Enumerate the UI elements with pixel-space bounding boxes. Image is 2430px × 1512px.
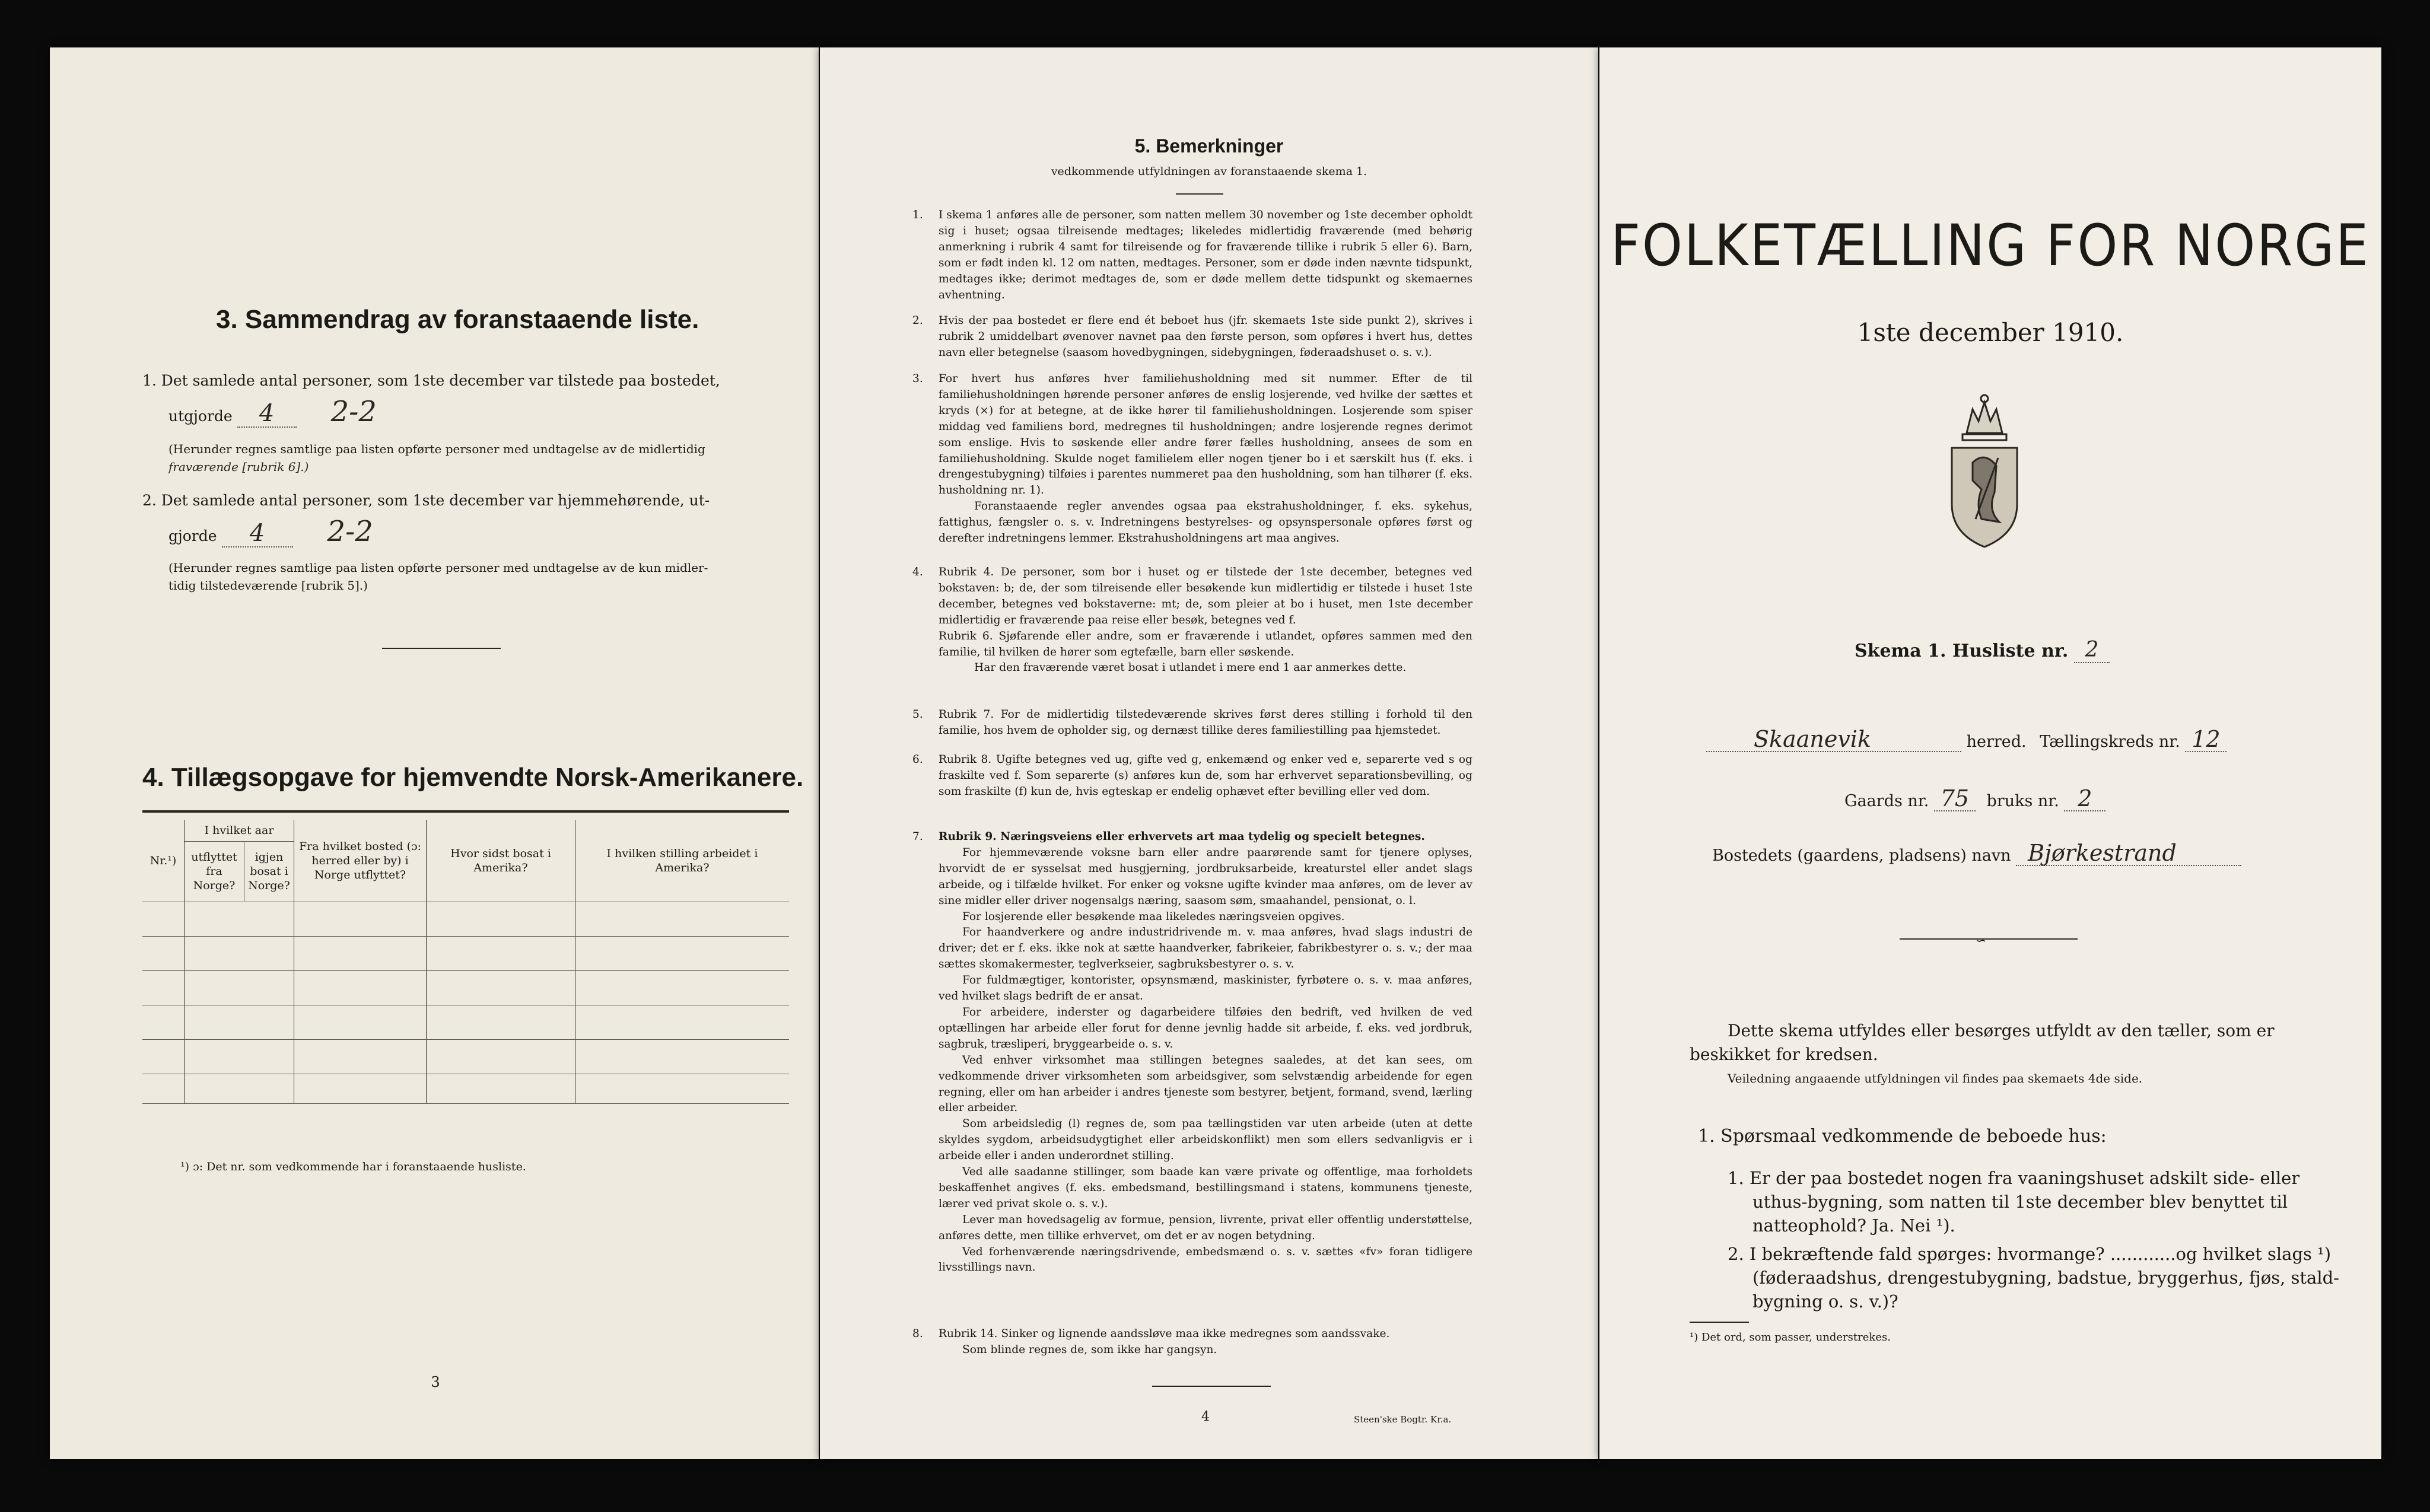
table-row bbox=[142, 936, 789, 970]
col-igjen: igjen bosat i Norge? bbox=[248, 851, 290, 893]
form-title: FOLKETÆLLING FOR NORGE bbox=[1611, 212, 2370, 279]
remark-3: 3. For hvert hus anføres hver familiehusholdning med sit nummer. Efter de til familiehusholdningen hørende personer anføres de enslig losjerende, ved hvilke der sættes et kryds (×) for at betegne, at de ikke hører til familiehusholdningen. Losjerende som spiser middag ved familiens bord, medregnes til husholdningen; andre losjerende regnes derimot som enslige. Hvis to søskende eller andre fører fælles husholdning, ansees de som en familiehusholdning. Skulde noget familielem eller nogen tjener bo i et særskilt hus (f. eks. i drengestubygning) tilføies i parentes nummeret paa den husholdning, som han tilhører (f. eks. husholdning nr. 1). Foranstaaende regler anvendes ogsaa paa ekstrahusholdninger, f. eks. sykehus, fattighus, fængsler o. s. v. Indretningens bestyrelses- og opsynspersonale opføres først og derefter indretningens lemmer. Ekstrahusholdningens art maa angives. bbox=[912, 373, 1472, 545]
husliste-nr: 2 bbox=[2074, 638, 2110, 663]
table-row bbox=[142, 1074, 789, 1103]
section-4-title: 4. Tillægsopgave for hjemvendte Norsk-Amerikanere. bbox=[142, 763, 804, 792]
questions-heading: 1. Spørsmaal vedkommende de beboede hus: bbox=[1698, 1126, 2107, 1147]
remark-8: 8. Rubrik 14. Sinker og lignende aandssløve maa ikke medregnes som aandssvake. Som blinde regnes de, som ikke har gangsyn. bbox=[912, 1328, 1390, 1356]
ornament-icon: ∽ bbox=[1976, 934, 1987, 948]
kreds-nr: 12 bbox=[2185, 727, 2227, 752]
page-3 bbox=[50, 47, 819, 1459]
col-group-header: I hvilket aar bbox=[185, 820, 294, 842]
item2-text: 2. Det samlede antal personer, som 1ste december var hjemmehørende, ut- bbox=[142, 492, 710, 509]
norsk-amerikanere-table bbox=[142, 820, 789, 1104]
item2-fill bbox=[168, 515, 373, 549]
remark-4: 4. Rubrik 4. De personer, som bor i huset og er tilstede der 1ste december, betegnes ved bokstaven: b; de, der som tilreisende eller besøkende kun midlertidig er tilstede i huset 1ste december, betegnes ved bokstaverne: mt; de, som pleier at bo i huset, men 1ste december midlertidig er fraværende paa reise eller besøk, betegnes ved f. Rubrik 6. Sjøfarende eller andre, som er fraværende i utlandet, opføres sammen med den familie, til hvilken de hører som egtefælle, barn eller søskende. Har den fraværende været bosat i utlandet i mere end 1 aar anmerkes dette. bbox=[912, 566, 1472, 674]
page-4 bbox=[820, 47, 1598, 1459]
table-row bbox=[142, 1039, 789, 1074]
footnote: ¹) Det ord, som passer, understrekes. bbox=[1690, 1331, 1891, 1344]
item1-text: 1. Det samlede antal personer, som 1ste december var tilstede paa bostedet, bbox=[142, 372, 720, 389]
page-number: 3 bbox=[431, 1374, 440, 1390]
item1-extra: 2-2 bbox=[330, 395, 377, 428]
remarks-subtitle: vedkommende utfyldningen av foranstaaende skema 1. bbox=[1051, 165, 1367, 178]
remarks-title: 5. Bemerkninger bbox=[1134, 135, 1284, 157]
instruction-2: beskikket for kredsen. bbox=[1690, 1045, 1878, 1064]
end-rule bbox=[1152, 1386, 1271, 1387]
footnote: ¹) ɔ: Det nr. som vedkommende har i foranstaaende husliste. bbox=[180, 1160, 526, 1173]
item1-count: 4 bbox=[237, 400, 297, 428]
title-rule bbox=[1176, 193, 1223, 195]
kreds-label: Tællingskreds nr. bbox=[2040, 733, 2180, 751]
gaards-line bbox=[1844, 787, 2105, 813]
bruks-label: bruks nr. bbox=[1986, 792, 2059, 810]
table-top-rule bbox=[142, 810, 789, 813]
item1-prefix: utgjorde bbox=[168, 408, 233, 425]
section-3-title: 3. Sammendrag av foranstaaende liste. bbox=[216, 305, 699, 334]
printer-mark: Steen'ske Bogtr. Kr.a. bbox=[1354, 1414, 1452, 1425]
form-date: 1ste december 1910. bbox=[1857, 318, 2124, 347]
remark-6: 6. Rubrik 8. Ugifte betegnes ved ug, gifte ved g, enkemænd og enker ved e, separerte ved s og fraskilte ved f. Som separerte (s) anføres kun de, som har erhvervet separationsbevilling, og som fraskilte (f) kun de, hvis egteskap er endelig ophævet efter bevilling eller ved dom. bbox=[912, 753, 1472, 798]
question-2c: bygning o. s. v.)? bbox=[1752, 1291, 1898, 1312]
question-1c: natteophold? Ja. Nei ¹). bbox=[1752, 1215, 1955, 1236]
item2-note-2: tidig tilstedeværende [rubrik 5].) bbox=[168, 578, 368, 593]
page-number: 4 bbox=[1201, 1409, 1210, 1424]
col-nr: Nr.¹) bbox=[142, 820, 185, 902]
bosted-line bbox=[1712, 841, 2241, 868]
col-stilling: I hvilken stilling arbeidet i Amerika? bbox=[575, 820, 790, 902]
gaards-label: Gaards nr. bbox=[1844, 792, 1929, 810]
item1-note-2: fraværende [rubrik 6].) bbox=[168, 460, 309, 474]
col-utflyttet: utflyttet fra Norge? bbox=[185, 842, 244, 901]
skema-line bbox=[1855, 638, 2110, 663]
herred-value: Skaanevik bbox=[1706, 727, 1961, 752]
item2-count: 4 bbox=[222, 520, 293, 547]
item1-fill bbox=[168, 395, 377, 429]
instruction-1: Dette skema utfyldes eller besørges utfyldt av den tæller, som er bbox=[1728, 1021, 2275, 1040]
question-1a: 1. Er der paa bostedet nogen fra vaaningshuset adskilt side- eller bbox=[1728, 1168, 2300, 1188]
table-row bbox=[142, 1005, 789, 1039]
col-group bbox=[185, 820, 294, 902]
table-row bbox=[142, 970, 789, 1005]
item2-prefix: gjorde bbox=[168, 527, 217, 545]
table-row bbox=[142, 902, 789, 936]
divider bbox=[1900, 938, 2078, 940]
remark-2: 2. Hvis der paa bostedet er flere end ét beboet hus (jfr. skemaets 1ste side punkt 2), skrives i rubrik 2 umiddelbart øvenover navnet paa den første person, som opføres i hvert hus, dettes navn eller betegnelse (saasom hovedbygningen, sidebygningen, føderaadshuset o. s. v.). bbox=[912, 314, 1472, 359]
coat-of-arms-icon bbox=[1940, 391, 2029, 552]
remark-7: 7. Rubrik 9. Næringsveiens eller erhvervets art maa tydelig og specielt betegnes. For hjemmeværende voksne barn eller andre paarørende samt for tjenere oplyses, hvorvidt de er sysselsat med husgjerning, jordbruksarbeide, kreaturstel eller andet slags arbeide, og i tilfælde hvilket. For enker og voksne ugifte kvinder maa anføres, om de lever av sine midler eller driver nogensalgs næring, saasom søm, smaahandel, pensionat, o. l. For losjerende eller besøkende maa likeledes næringsveien opgives. For haandverkere og andre industridrivende m. v. maa anføres, hvad slags industri de driver; det er f. eks. ikke nok at sætte haandverker, fabrikeier, fabrikbestyrer o. s. v.; der maa sættes skomakermester, teglverkseier, sagbruksbestyrer o. s. v. For fuldmægtiger, kontorister, opsynsmænd, maskinister, fyrbøtere o. s. v. maa anføres, ved hvilket slags bedrift de er ansat. For arbeidere, inderster og dagarbeidere tilføies den bedrift, ved hvilken de ved optællingen har arbeide eller forut for denne jevnlig hadde sit arbeide, f. eks. ved jordbruk, sagbruk, træsliperi, bryggearbeide o. s. v. Ved enhver virksomhet maa stillingen betegnes saaledes, at det kan sees, om vedkommende driver virksomheten som arbeidsgiver, som selvstændig arbeidende for egen regning, eller om han arbeider i andres tjeneste som bestyrer, betjent, formand, svend, lærling eller arbeider. Som arbeidsledig (l) regnes de, som paa tællingstiden var uten arbeide (uten at dette skyldes sygdom, arbeidsudygtighet eller arbeidskonflikt) men som ellers sedvanligvis er i arbeide eller i anden underordnet stilling. Ved alle saadanne stillinger, som baade kan være private og offentlige, maa forholdets beskaffenhet angives (f. eks. embedsmand, bestillingsmand i statens, kommunens tjeneste, lærer ved privat skole o. s. v.). Lever man hovedsagelig av formue, pension, livrente, privat eller offentlig understøttelse, anføres dette, men tillike erhvervet, om det er av nogen betydning. Ved forhenværende næringsdrivende, embedsmænd o. s. v. sættes «fv» foran tidligere livsstillings navn. bbox=[912, 830, 1472, 1274]
col-hvor: Hvor sidst bosat i Amerika? bbox=[427, 820, 575, 902]
item1-note-1: (Herunder regnes samtlige paa listen opførte personer med undtagelse av de midlertidig bbox=[168, 442, 705, 456]
gaards-nr: 75 bbox=[1934, 787, 1976, 811]
question-2b: (føderaadshus, drengestubygning, badstue, bryggerhus, fjøs, stald- bbox=[1752, 1268, 2339, 1288]
skema-label: Skema 1. Husliste nr. bbox=[1855, 641, 2069, 661]
footnote-rule bbox=[1690, 1322, 1749, 1323]
remark-5: 5. Rubrik 7. For de midlertidig tilstedeværende skrives først deres stilling i forhold til den familie, hos hvem de opholder sig, og dernæst tillike deres familiestilling paa hjemstedet. bbox=[912, 708, 1472, 737]
bosted-value: Bjørkestrand bbox=[2016, 841, 2241, 866]
page-1 bbox=[1599, 47, 2381, 1459]
divider bbox=[382, 648, 501, 649]
item2-note-1: (Herunder regnes samtlige paa listen opførte personer med undtagelse av de kun midler- bbox=[168, 561, 708, 575]
instruction-3: Veiledning angaaende utfyldningen vil findes paa skemaets 4de side. bbox=[1728, 1071, 2143, 1086]
item2-extra: 2-2 bbox=[327, 515, 373, 548]
herred-label: herred. bbox=[1966, 733, 2027, 751]
bruks-nr: 2 bbox=[2064, 787, 2105, 811]
col-fra: Fra hvilket bosted (ɔ: herred eller by) i Norge utflyttet? bbox=[294, 820, 427, 902]
question-1b: uthus-bygning, som natten til 1ste december blev benyttet til bbox=[1752, 1192, 2288, 1212]
question-2a: 2. I bekræftende fald spørges: hvormange? ............og hvilket slags ¹) bbox=[1728, 1244, 2332, 1264]
herred-line bbox=[1706, 727, 2227, 754]
remark-1: 1. I skema 1 anføres alle de personer, som natten mellem 30 november og 1ste december opholdt sig i huset; ogsaa tilreisende medtages; likeledes midlertidig fraværende (med behørig anmerkning i rubrik 4 samt for tilreisende og for fraværende tillike i rubrik 5 eller 6). Barn, som er født inden kl. 12 om natten, medtages. Personer, som er døde inden nævnte tidspunkt, medtages ikke; derimot medtages de, som er døde mellem dette tidspunkt og skemaernes avhentning. bbox=[912, 209, 1472, 301]
bosted-label: Bostedets (gaardens, pladsens) navn bbox=[1712, 846, 2011, 865]
